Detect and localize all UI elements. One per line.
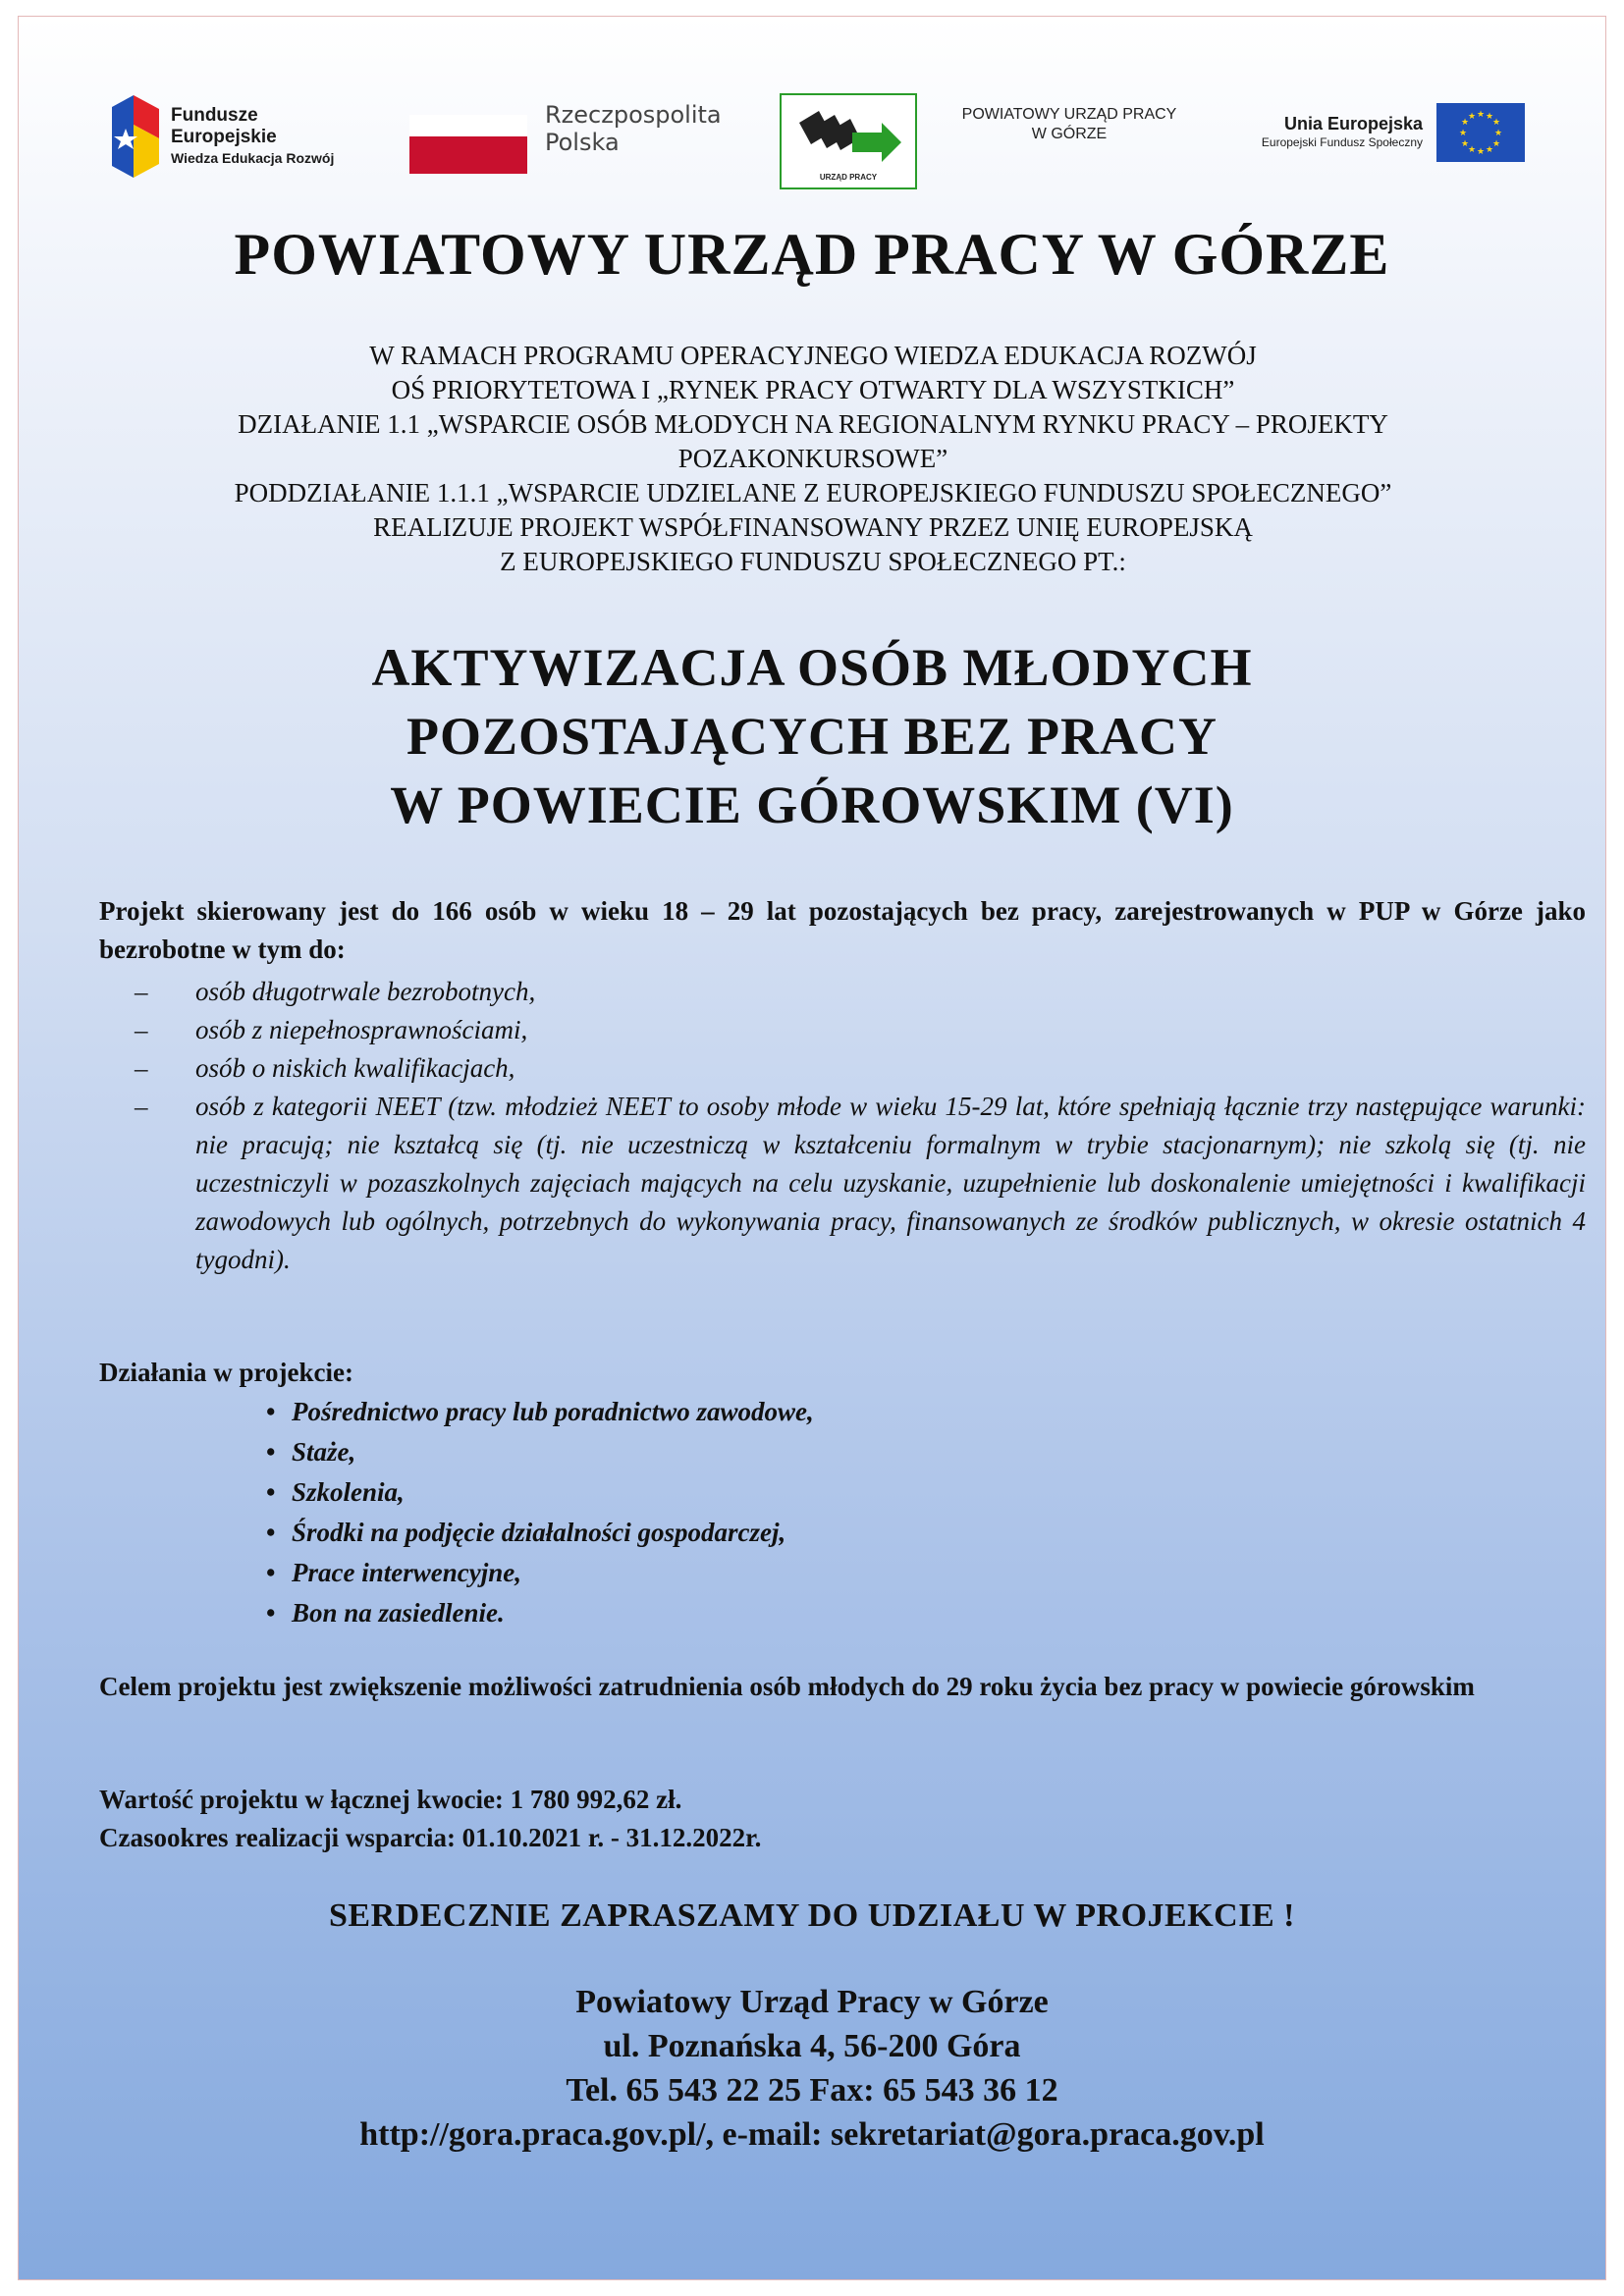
list-item-text: Bon na zasiedlenie. (292, 1598, 505, 1628)
dash-marker: – (135, 1092, 148, 1121)
target-groups-list (99, 973, 1586, 1279)
svg-text:★: ★ (1467, 145, 1477, 155)
project-title (19, 633, 1605, 839)
svg-text:★: ★ (1467, 112, 1477, 122)
list-item (99, 1011, 1586, 1049)
bullet-marker: • (266, 1558, 276, 1587)
rzeczpospolita-polska-logo (409, 101, 773, 189)
svg-text:★: ★ (1460, 118, 1470, 128)
fundusze-line2: Europejskie (171, 127, 277, 147)
dash-marker: – (135, 977, 148, 1006)
list-item-text: Środki na podjęcie działalności gospodarczej, (292, 1518, 786, 1547)
unia-europejska-text (1226, 113, 1423, 150)
pup-name-line2: W GÓRZE (1031, 126, 1108, 142)
svg-text:★: ★ (1476, 110, 1486, 120)
eu-flag-icon (1436, 103, 1525, 162)
contact-phone: Tel. 65 543 22 25 Fax: 65 543 36 12 (566, 2072, 1058, 2109)
rzeczpospolita-text (545, 101, 722, 156)
pup-name-line1: POWIATOWY URZĄD PRACY (961, 106, 1177, 123)
bullet-marker: • (266, 1598, 276, 1628)
list-item (99, 1472, 814, 1513)
rzeczpospolita-line2: Polska (545, 129, 620, 156)
svg-text:★: ★ (1485, 145, 1494, 155)
svg-text:★: ★ (1458, 129, 1468, 138)
bullet-marker: • (266, 1477, 276, 1507)
unia-line2: Europejski Fundusz Społeczny (1261, 135, 1423, 149)
list-item-text: Szkolenia, (292, 1477, 405, 1507)
list-item (99, 1593, 814, 1633)
list-item (99, 1513, 814, 1553)
fundusze-line1: Fundusze (171, 105, 258, 126)
fundusze-line3: Wiedza Edukacja Rozwój (171, 150, 335, 166)
fundusze-europejskie-mark-icon (112, 95, 159, 178)
bullet-marker: • (266, 1518, 276, 1547)
dash-marker: – (135, 1015, 148, 1044)
urzad-pracy-caption: URZĄD PRACY (819, 173, 878, 182)
unia-line1: Unia Europejska (1283, 114, 1423, 133)
project-title-line: W POWIECIE GÓROWSKIM (VI) (390, 775, 1234, 834)
actions-heading: Działania w projekcie: (99, 1358, 353, 1387)
project-period: Czasookres realizacji wsparcia: 01.10.2021 r. - 31.12.2022r. (99, 1823, 762, 1852)
invitation: SERDECZNIE ZAPRASZAMY DO UDZIAŁU W PROJEKCIE ! (329, 1897, 1295, 1934)
main-title: POWIATOWY URZĄD PRACY W GÓRZE (234, 222, 1390, 287)
svg-text:★: ★ (1460, 139, 1470, 149)
contact-address: ul. Poznańska 4, 56-200 Góra (603, 2028, 1021, 2064)
list-item (99, 1553, 814, 1593)
poster-page (18, 16, 1606, 2280)
dash-marker: – (135, 1053, 148, 1083)
project-intro: Projekt skierowany jest do 166 osób w wieku 18 – 29 lat pozostających bez pracy, zarejestrowanych w PUP w Górze jako bezrobotne w tym do: (99, 896, 1586, 964)
program-line: Z EUROPEJSKIEGO FUNDUSZU SPOŁECZNEGO PT.: (500, 547, 1126, 576)
program-line: POZAKONKURSOWE” (677, 444, 948, 473)
list-item (99, 1392, 814, 1432)
contact-name: Powiatowy Urząd Pracy w Górze (575, 1984, 1049, 2020)
svg-text:★: ★ (1485, 112, 1494, 122)
list-item-text: osób z kategorii NEET (tzw. młodzież NEET to osoby młode w wieku 15-29 lat, które spełniają łącznie trzy następujące warunki: nie pracują; nie kształcą się (tj. nie uczestniczą w kształceniu formalnym w trybie stacjonarnym); nie szkolą się (tj. nie uczestniczyli w pozaszkolnych zajęciach mających na celu uzyskanie, uzupełnienie lub doskonalenie umiejętności i kwalifikacji zawodowych lub ogólnych, potrzebnych do wykonywania pracy, finansowanych ze środków publicznych, w okresie ostatnich 4 tygodni). (195, 1092, 1586, 1274)
list-item (99, 1432, 814, 1472)
contact-web-email: http://gora.praca.gov.pl/, e-mail: sekretariat@gora.praca.gov.pl (359, 2116, 1265, 2153)
list-item-text: Prace interwencyjne, (292, 1558, 521, 1587)
actions-list (99, 1392, 814, 1633)
rzeczpospolita-line1: Rzeczpospolita (545, 101, 722, 129)
list-item-text: Staże, (292, 1437, 356, 1467)
project-goal: Celem projektu jest zwiększenie możliwości zatrudnienia osób młodych do 29 roku życia bez pracy w powiecie górowskim (99, 1672, 1475, 1701)
project-title-line: AKTYWIZACJA OSÓB MŁODYCH (371, 638, 1253, 697)
project-value-block (99, 1781, 1586, 1857)
list-item (99, 973, 1586, 1011)
bullet-marker: • (266, 1437, 276, 1467)
urzad-pracy-arrow-icon (791, 103, 907, 170)
contact-block (19, 1980, 1605, 2157)
svg-text:★: ★ (1491, 139, 1501, 149)
program-line: DZIAŁANIE 1.1 „WSPARCIE OSÓB MŁODYCH NA REGIONALNYM RYNKU PRACY – PROJEKTY (238, 409, 1388, 439)
list-item (99, 1049, 1586, 1088)
project-title-line: POZOSTAJĄCYCH BEZ PRACY (406, 707, 1218, 766)
svg-text:★: ★ (1493, 129, 1503, 138)
unia-europejska-logo (1226, 103, 1541, 172)
logo-bar (19, 17, 1605, 184)
program-line: REALIZUJE PROJEKT WSPÓŁFINANSOWANY PRZEZ UNIĘ EUROPEJSKĄ (373, 512, 1253, 542)
list-item-text: Pośrednictwo pracy lub poradnictwo zawodowe, (292, 1397, 814, 1426)
program-line: PODDZIAŁANIE 1.1.1 „WSPARCIE UDZIELANE Z EUROPEJSKIEGO FUNDUSZU SPOŁECZNEGO” (234, 478, 1392, 507)
svg-text:★: ★ (1476, 147, 1486, 157)
project-value: Wartość projektu w łącznej kwocie: 1 780 992,62 zł. (99, 1785, 682, 1814)
svg-text:★: ★ (1491, 118, 1501, 128)
program-line: W RAMACH PROGRAMU OPERACYJNEGO WIEDZA EDUKACJA ROZWÓJ (369, 341, 1257, 370)
urzad-pracy-logo (780, 93, 917, 189)
polish-flag-icon (409, 115, 527, 174)
list-item-text: osób długotrwale bezrobotnych, (195, 977, 536, 1006)
list-item-text: osób o niskich kwalifikacjach, (195, 1053, 515, 1083)
pup-name-header (956, 105, 1182, 144)
fundusze-europejskie-text (171, 105, 334, 168)
list-item (99, 1088, 1586, 1279)
bullet-marker: • (266, 1397, 276, 1426)
program-description (117, 339, 1509, 579)
program-line: OŚ PRIORYTETOWA I „RYNEK PRACY OTWARTY DLA WSZYSTKICH” (391, 375, 1235, 404)
fundusze-europejskie-logo (112, 87, 367, 186)
list-item-text: osób z niepełnosprawnościami, (195, 1015, 528, 1044)
